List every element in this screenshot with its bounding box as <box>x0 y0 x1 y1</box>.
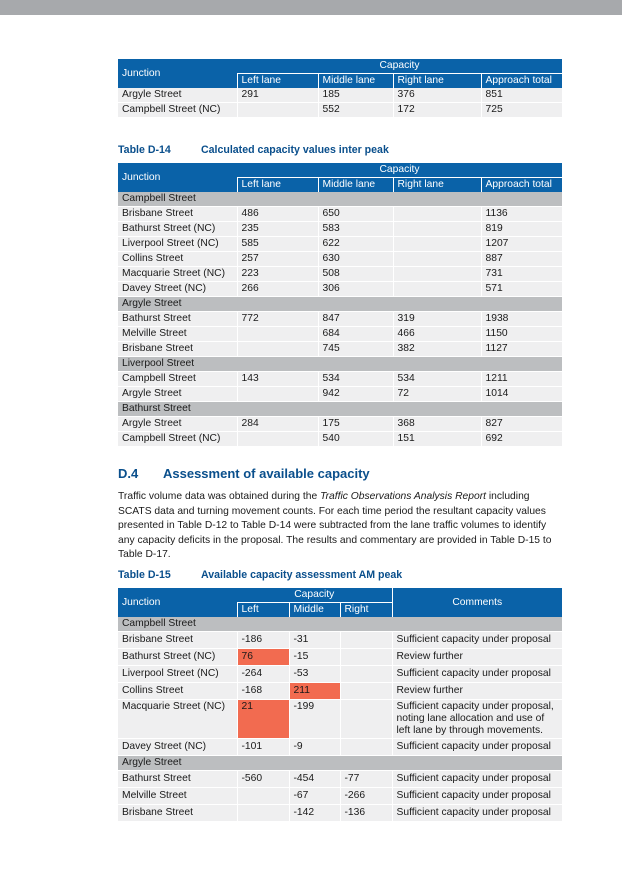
table-row: Collins Street -168 211 Review further <box>118 683 562 700</box>
header-left: Left <box>237 603 289 618</box>
table-row: Argyle Street 284 175 368 827 <box>118 417 562 432</box>
table-row: Bathurst Street 772 847 319 1938 <box>118 312 562 327</box>
group-row: Argyle Street <box>118 297 562 312</box>
group-row: Liverpool Street <box>118 357 562 372</box>
table-row: Campbell Street (NC) 552 172 725 <box>118 103 562 118</box>
table-row: Melville Street 684 466 1150 <box>118 327 562 342</box>
table-row: Argyle Street 942 72 1014 <box>118 387 562 402</box>
table-row: Brisbane Street -142 -136 Sufficient capacity under proposal <box>118 805 562 822</box>
header-right-lane: Right lane <box>393 178 481 193</box>
header-left-lane: Left lane <box>237 178 318 193</box>
table-d15 <box>118 588 562 822</box>
header-capacity: Capacity <box>237 59 562 74</box>
deficit-cell: 21 <box>237 700 289 739</box>
group-row: Campbell Street <box>118 192 562 207</box>
header-capacity: Capacity <box>237 588 392 603</box>
table-row: Melville Street -67 -266 Sufficient capacity under proposal <box>118 788 562 805</box>
header-junction: Junction <box>118 163 237 192</box>
section-heading: D.4 Assessment of available capacity <box>118 466 370 481</box>
header-junction: Junction <box>118 59 237 88</box>
table-d14-caption: Table D-14 Calculated capacity values inter peak <box>118 144 389 156</box>
table-row: Collins Street 257 630 887 <box>118 252 562 267</box>
table-row: Brisbane Street -186 -31 Sufficient capacity under proposal <box>118 632 562 649</box>
table-row: Macquarie Street (NC) 223 508 731 <box>118 267 562 282</box>
section-paragraph: Traffic volume data was obtained during the Traffic Observations Analysis Report including SCATS data and turning movement counts. For each time period the resultant capacity values presented in Table D-12 to Table D-14 were subtracted from the lane traffic volumes to identify any capacity deficits in the proposal. The results and commentary are provided in Table D-15 to Table D-17. <box>118 491 552 561</box>
header-comments: Comments <box>392 588 562 617</box>
table-d15-caption: Table D-15 Available capacity assessment AM peak <box>118 569 403 581</box>
header-middle-lane: Middle lane <box>318 178 393 193</box>
table-row: Brisbane Street 486 650 1136 <box>118 207 562 222</box>
header-right: Right <box>340 603 392 618</box>
deficit-cell: 211 <box>289 683 340 700</box>
table-row: Campbell Street (NC) 540 151 692 <box>118 432 562 447</box>
header-approach-total: Approach total <box>481 178 562 193</box>
table-row: Davey Street (NC) 266 306 571 <box>118 282 562 297</box>
header-middle: Middle <box>289 603 340 618</box>
header-junction: Junction <box>118 588 237 617</box>
table-row: Bathurst Street -560 -454 -77 Sufficient capacity under proposal <box>118 771 562 788</box>
header-approach-total: Approach total <box>481 74 562 89</box>
table-d14 <box>118 163 562 447</box>
group-row: Bathurst Street <box>118 402 562 417</box>
table-row: Bathurst Street (NC) 235 583 819 <box>118 222 562 237</box>
header-capacity: Capacity <box>237 163 562 178</box>
page-top-bar <box>0 0 622 15</box>
deficit-cell: 76 <box>237 649 289 666</box>
group-row: Campbell Street <box>118 617 562 632</box>
header-middle-lane: Middle lane <box>318 74 393 89</box>
table-row: Davey Street (NC) -101 -9 Sufficient capacity under proposal <box>118 739 562 756</box>
table-row: Brisbane Street 745 382 1127 <box>118 342 562 357</box>
table-row: Macquarie Street (NC) 21 -199 Sufficient capacity under proposal, noting lane allocation and use of left lane by through movements. <box>118 700 562 739</box>
table-row: Liverpool Street (NC) 585 622 1207 <box>118 237 562 252</box>
table-row: Argyle Street 291 185 376 851 <box>118 88 562 103</box>
table-row: Liverpool Street (NC) -264 -53 Sufficient capacity under proposal <box>118 666 562 683</box>
header-right-lane: Right lane <box>393 74 481 89</box>
table-d13 <box>118 59 562 118</box>
group-row: Argyle Street <box>118 756 562 771</box>
table-row: Campbell Street 143 534 534 1211 <box>118 372 562 387</box>
header-left-lane: Left lane <box>237 74 318 89</box>
table-row: Bathurst Street (NC) 76 -15 Review further <box>118 649 562 666</box>
